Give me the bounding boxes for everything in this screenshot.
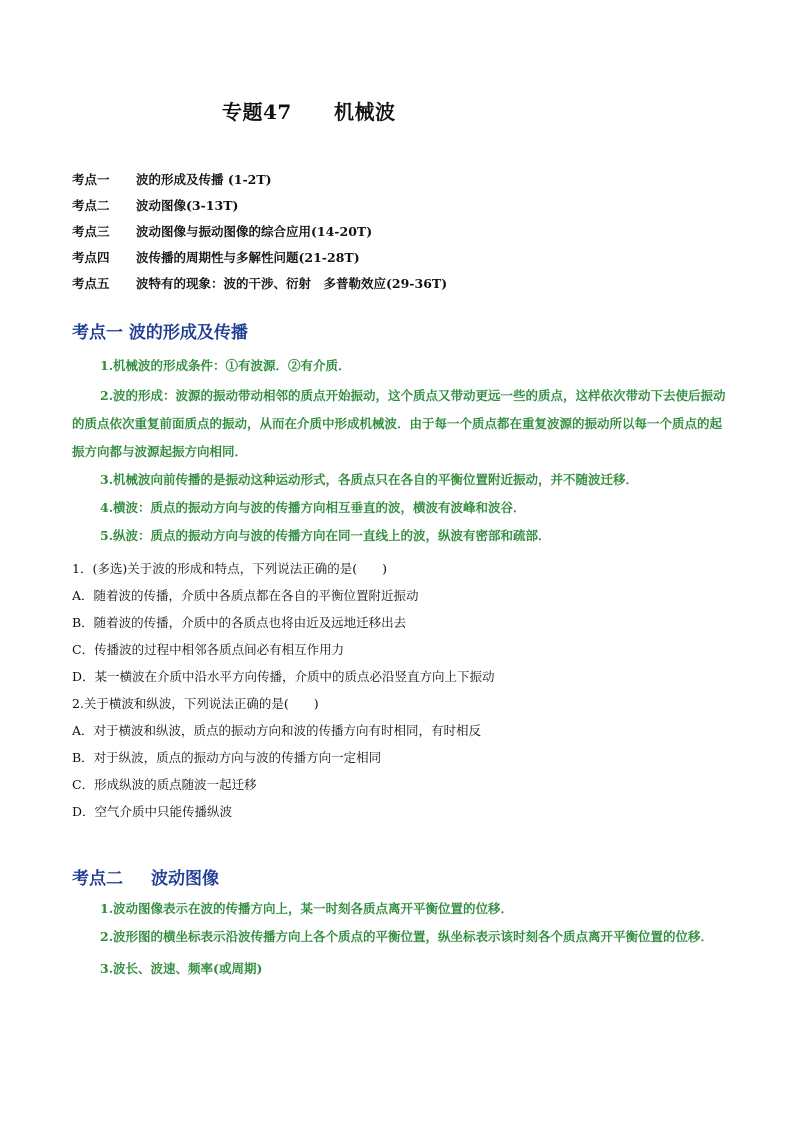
toc-item bbox=[72, 248, 752, 274]
toc-key: 考点二 bbox=[72, 198, 110, 213]
section1-heading: 考点一 波的形成及传播 bbox=[72, 323, 248, 343]
option-b: B．对于纵波，质点的振动方向与波的传播方向一定相同 bbox=[72, 750, 382, 765]
section1-points bbox=[72, 352, 732, 550]
toc-value: 波动图像(3-13T) bbox=[136, 198, 239, 213]
option-c: C．形成纵波的质点随波一起迁移 bbox=[72, 777, 257, 792]
title-topic-name: 机械波 bbox=[334, 100, 396, 124]
toc-value: 波传播的周期性与多解性问题(21-28T) bbox=[136, 250, 360, 265]
point-5: 5.纵波：质点的振动方向与波的传播方向在同一直线上的波，纵波有密部和疏部． bbox=[100, 528, 551, 543]
question-2 bbox=[72, 690, 732, 825]
option-d: D．某一横波在介质中沿水平方向传播，介质中的质点必沿竖直方向上下振动 bbox=[72, 669, 495, 684]
question-stem: 1．(多选)关于波的形成和特点，下列说法正确的是( ) bbox=[72, 561, 387, 576]
point-2: 2.波形图的横坐标表示沿波传播方向上各个质点的平衡位置，纵坐标表示该时刻各个质点离开平衡位置的位移． bbox=[100, 929, 714, 944]
toc-value: 波的形成及传播 (1-2T) bbox=[136, 172, 272, 187]
title-topic-number: 专题47 bbox=[222, 100, 292, 124]
section2-heading-title: 波动图像 bbox=[151, 869, 219, 889]
point-3: 3.波长、波速、频率(或周期) bbox=[100, 961, 263, 976]
table-of-contents bbox=[72, 170, 752, 300]
point-1: 1.机械波的形成条件：①有波源．②有介质． bbox=[100, 358, 351, 373]
section2-points bbox=[72, 895, 732, 983]
point-2: 2.波的形成：波源的振动带动相邻的质点开始振动，这个质点又带动更远一些的质点，这样依次带动下去使后振动的质点依次重复前面质点的振动，从而在介质中形成机械波．由于每一个质点都在重复波源的振动所以每一个质点的起振方向都与波源起振方向相同． bbox=[72, 388, 726, 459]
toc-item bbox=[72, 170, 752, 196]
toc-key: 考点五 bbox=[72, 276, 110, 291]
point-4: 4.横波：质点的振动方向与波的传播方向相互垂直的波，横波有波峰和波谷． bbox=[100, 500, 526, 515]
toc-key: 考点三 bbox=[72, 224, 110, 239]
section2-heading-key: 考点二 bbox=[72, 869, 123, 889]
toc-item bbox=[72, 274, 752, 300]
question-stem: 2.关于横波和纵波，下列说法正确的是( ) bbox=[72, 696, 319, 711]
toc-value: 波特有的现象：波的干涉、衍射 多普勒效应(29-36T) bbox=[136, 276, 448, 291]
toc-item bbox=[72, 196, 752, 222]
option-a: A．随着波的传播，介质中各质点都在各自的平衡位置附近振动 bbox=[72, 588, 419, 603]
option-b: B．随着波的传播，介质中的各质点也将由近及远地迁移出去 bbox=[72, 615, 407, 630]
toc-key: 考点四 bbox=[72, 250, 110, 265]
question-1 bbox=[72, 555, 732, 690]
toc-item bbox=[72, 222, 752, 248]
option-a: A．对于横波和纵波，质点的振动方向和波的传播方向有时相同，有时相反 bbox=[72, 723, 482, 738]
option-c: C．传播波的过程中相邻各质点间必有相互作用力 bbox=[72, 642, 345, 657]
section2-heading bbox=[72, 864, 219, 889]
toc-value: 波动图像与振动图像的综合应用(14-20T) bbox=[136, 224, 373, 239]
point-1: 1.波动图像表示在波的传播方向上，某一时刻各质点离开平衡位置的位移． bbox=[100, 901, 514, 916]
option-d: D．空气介质中只能传播纵波 bbox=[72, 804, 233, 819]
point-3: 3.机械波向前传播的是振动这种运动形式，各质点只在各自的平衡位置附近振动，并不随波迁移． bbox=[100, 472, 639, 487]
toc-key: 考点一 bbox=[72, 172, 110, 187]
